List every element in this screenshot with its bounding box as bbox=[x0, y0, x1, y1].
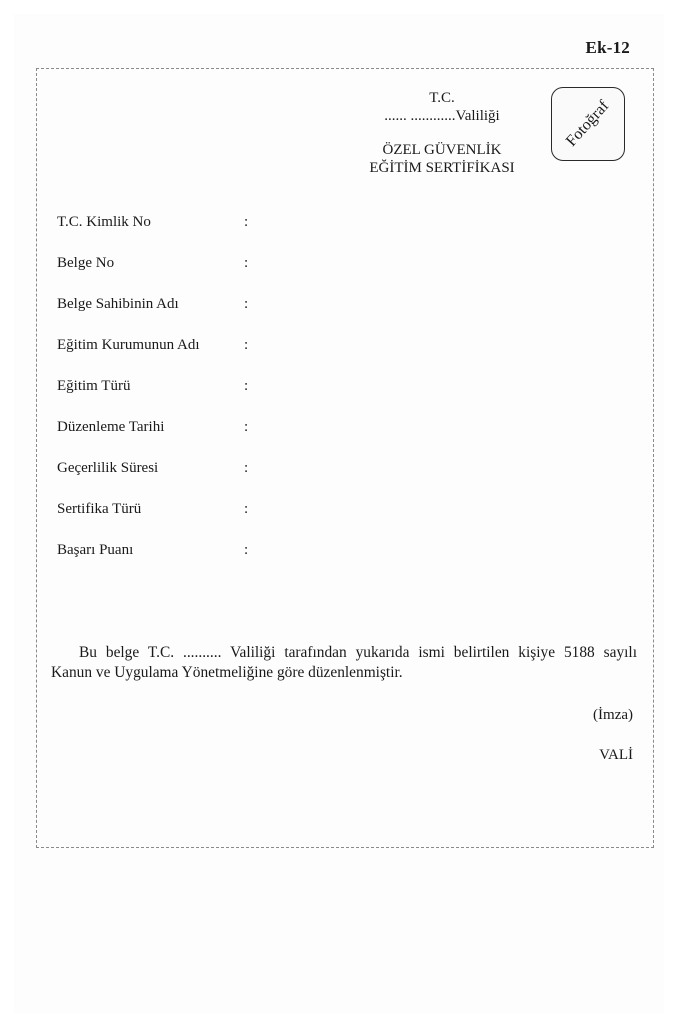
certificate-title-line1: ÖZEL GÜVENLİK bbox=[382, 142, 502, 158]
photo-label: Fotoğraf bbox=[562, 97, 613, 150]
field-row-belge-no bbox=[57, 254, 457, 295]
field-label: Geçerlilik Süresi bbox=[57, 460, 159, 476]
certificate-frame bbox=[36, 68, 654, 848]
field-label: Eğitim Türü bbox=[57, 378, 131, 394]
field-colon: : bbox=[244, 419, 249, 435]
field-label: Belge Sahibinin Adı bbox=[57, 296, 179, 312]
field-row-sertifika-turu bbox=[57, 500, 457, 541]
field-label: Düzenleme Tarihi bbox=[57, 419, 165, 435]
statement-line2: Kanun ve Uygulama Yönetmeliğine göre düzenlenmiştir. bbox=[51, 664, 403, 681]
signature-block bbox=[593, 706, 633, 764]
field-colon: : bbox=[244, 296, 249, 312]
field-colon: : bbox=[244, 378, 249, 394]
statement-line1: Bu belge T.C. .......... Valiliği tarafından yukarıda ismi belirtilen kişiye 5188 sayılı bbox=[79, 644, 637, 661]
field-colon: : bbox=[244, 460, 249, 476]
field-colon: : bbox=[244, 337, 249, 353]
field-colon: : bbox=[244, 255, 249, 271]
document-page bbox=[14, 14, 664, 1014]
field-row-egitim-turu bbox=[57, 377, 457, 418]
field-label: Sertifika Türü bbox=[57, 501, 142, 517]
field-row-gecerlilik-suresi bbox=[57, 459, 457, 500]
field-colon: : bbox=[244, 501, 249, 517]
field-label: Başarı Puanı bbox=[57, 542, 134, 558]
certificate-title-line2: EĞİTİM SERTİFİKASI bbox=[369, 160, 515, 176]
field-row-tc-kimlik-no bbox=[57, 213, 457, 254]
certificate-header bbox=[337, 89, 547, 177]
field-row-duzenleme-tarihi bbox=[57, 418, 457, 459]
certificate-fields bbox=[57, 213, 457, 582]
signature-placeholder: (İmza) bbox=[593, 707, 633, 723]
field-row-belge-sahibinin-adi bbox=[57, 295, 457, 336]
annex-label: Ek-12 bbox=[585, 38, 630, 57]
field-colon: : bbox=[244, 542, 249, 558]
country-label: T.C. bbox=[429, 90, 455, 106]
field-label: Eğitim Kurumunun Adı bbox=[57, 337, 200, 353]
field-row-egitim-kurumunun-adi bbox=[57, 336, 457, 377]
signatory-title: VALİ bbox=[599, 747, 633, 763]
certificate-statement bbox=[51, 643, 637, 683]
field-row-basari-puani bbox=[57, 541, 457, 582]
field-colon: : bbox=[244, 214, 249, 230]
field-label: T.C. Kimlik No bbox=[57, 214, 151, 230]
field-label: Belge No bbox=[57, 255, 115, 271]
governorship-label: ...... ............Valiliği bbox=[384, 108, 500, 124]
photo-placeholder bbox=[551, 87, 625, 161]
